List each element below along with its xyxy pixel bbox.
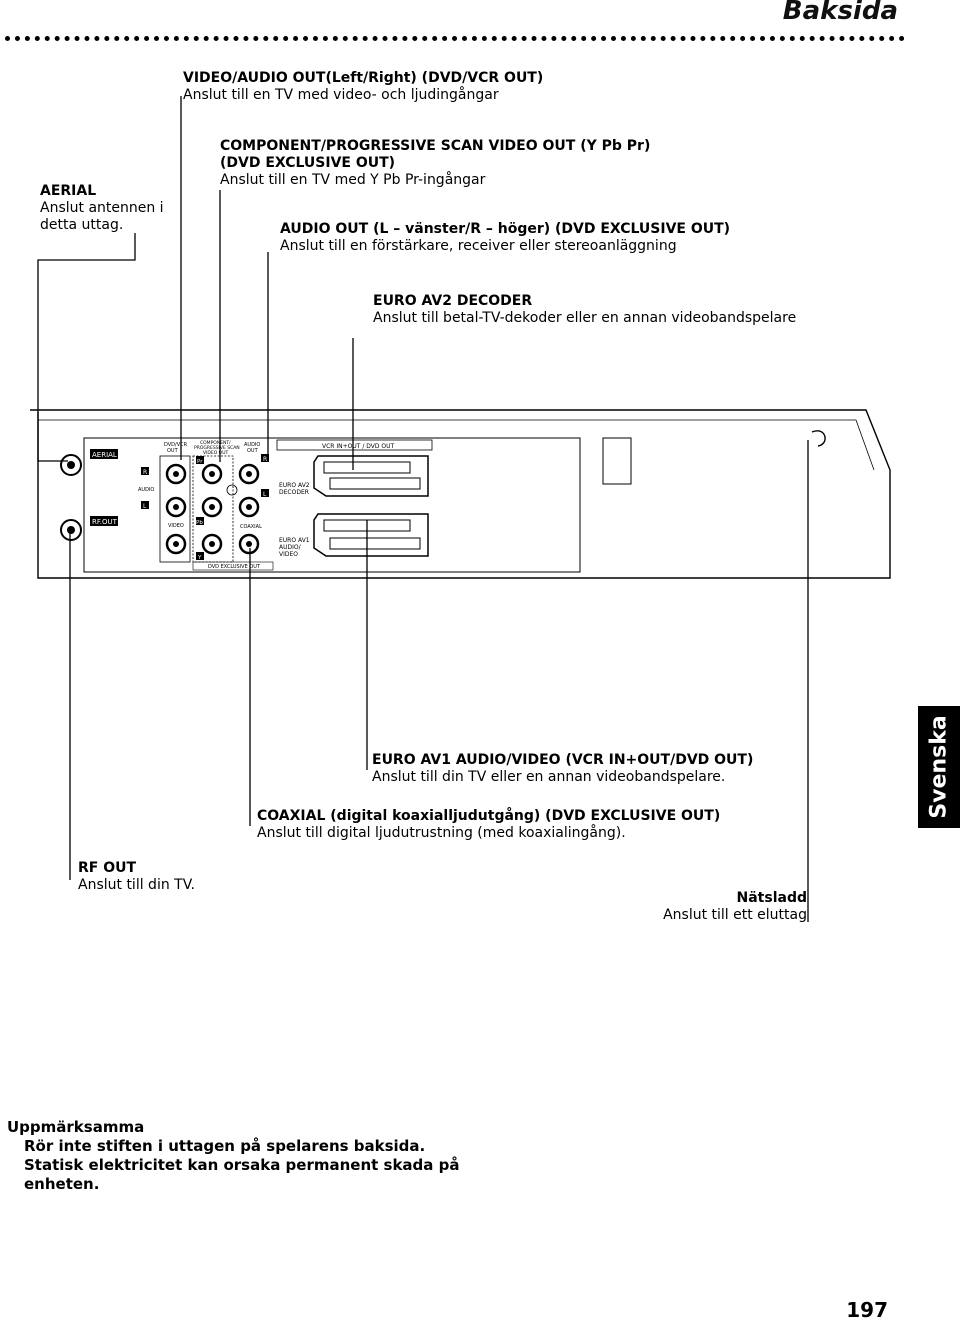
pb-label: Pb — [196, 520, 203, 526]
rca-jacks-left — [167, 465, 185, 553]
audio-out-label-2: OUT — [247, 448, 258, 454]
callout-title: RF OUT — [78, 860, 137, 876]
pr-label: Pr — [197, 459, 203, 465]
component-label-1: COMPONENT/ — [200, 441, 231, 446]
language-tab — [918, 706, 960, 828]
callout-text: Anslut till din TV. — [78, 877, 195, 893]
callout-title: Nätsladd — [736, 890, 807, 906]
dvd-vcr-out-label-2: OUT — [167, 448, 178, 454]
rf-out-label: RF.OUT — [92, 518, 117, 526]
callout-text: Anslut till digital ljudutrustning (med koaxialingång). — [257, 825, 626, 841]
callout-title-line2: (DVD EXCLUSIVE OUT) — [220, 155, 396, 171]
callout-text: Anslut till en förstärkare, receiver eller stereoanläggning — [280, 238, 677, 254]
audio-l-label: L — [143, 503, 147, 510]
warning-item-2a: Statisk elektricitet kan orsaka permanent skada på — [24, 1156, 460, 1174]
page-number: 197 — [846, 1298, 888, 1322]
callout-text-line1: Anslut antennen i — [40, 200, 164, 216]
language-tab-label: Svenska — [926, 715, 952, 819]
leader-lines — [38, 96, 808, 922]
dvd-exclusive-out-label: DVD EXCLUSIVE OUT — [208, 564, 260, 570]
callout-title: COAXIAL (digital koaxialljudutgång) (DVD EXCLUSIVE OUT) — [257, 808, 721, 824]
video-label: VIDEO — [168, 523, 184, 529]
callout-title: VIDEO/AUDIO OUT(Left/Right) (DVD/VCR OUT) — [183, 70, 544, 86]
audio-out-r-label: R — [263, 456, 268, 463]
dvd-vcr-out-label-1: DVD/VCR — [164, 442, 188, 448]
audio-out-l-label: L — [263, 491, 267, 498]
panel-outline — [30, 410, 890, 578]
callout-text: Anslut till betal-TV-dekoder eller en annan videobandspelare — [373, 310, 797, 326]
coaxial-label: COAXIAL — [240, 524, 262, 530]
scart-group — [277, 440, 432, 558]
warning-item-1: Rör inte stiften i uttagen på spelarens baksida. — [24, 1137, 426, 1155]
euro-av1-label-3: VIDEO — [279, 551, 299, 558]
callout-title: EURO AV1 AUDIO/VIDEO (VCR IN+OUT/DVD OUT) — [372, 752, 754, 768]
aerial-jack — [61, 449, 118, 475]
euro-av2-label-1: EURO AV2 — [279, 482, 310, 489]
vcr-in-out-label: VCR IN+OUT / DVD OUT — [322, 443, 395, 450]
callout-title: AUDIO OUT (L – vänster/R – höger) (DVD EXCLUSIVE OUT) — [280, 221, 731, 237]
warning-heading: Uppmärksamma — [7, 1118, 145, 1136]
audio-out-label-1: AUDIO — [244, 442, 261, 448]
callout-title: EURO AV2 DECODER — [373, 293, 533, 309]
callout-title: AERIAL — [40, 183, 97, 199]
audio-r-label: R — [143, 469, 148, 476]
callout-text-line2: detta uttag. — [40, 217, 124, 233]
callout-text: Anslut till en TV med Y Pb Pr-ingångar — [220, 172, 486, 188]
euro-av1-label-2: AUDIO/ — [279, 544, 301, 551]
component-label-2: PROGRESSIVE SCAN — [194, 446, 240, 451]
audio-label: AUDIO — [138, 487, 155, 493]
euro-av2-label-2: DECODER — [279, 489, 309, 496]
warning-block — [7, 1118, 460, 1194]
callout-title-line1: COMPONENT/PROGRESSIVE SCAN VIDEO OUT (Y Pb Pr) — [220, 138, 651, 154]
leader-aerial — [38, 233, 135, 461]
y-label: Y — [198, 555, 202, 561]
callout-text: Anslut till en TV med video- och ljudingångar — [183, 87, 499, 103]
callout-text: Anslut till din TV eller en annan videobandspelare. — [372, 769, 726, 785]
callout-text: Anslut till ett eluttag — [663, 907, 807, 923]
component-label-3: VIDEO OUT — [203, 451, 229, 456]
page-title: Baksida — [782, 0, 898, 26]
warning-item-2b: enheten. — [24, 1175, 100, 1193]
euro-av1-label-1: EURO AV1 — [279, 537, 310, 544]
aerial-label: AERIAL — [92, 451, 117, 459]
component-group — [193, 440, 240, 562]
